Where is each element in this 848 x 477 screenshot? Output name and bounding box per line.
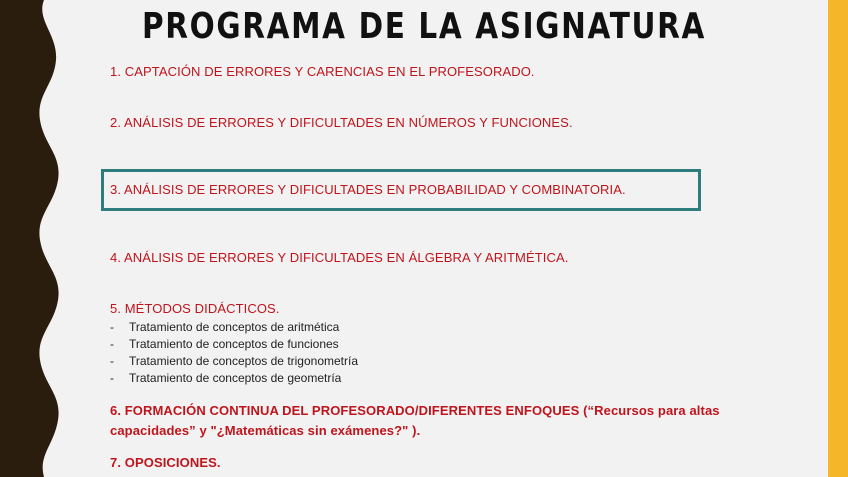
- program-item-5: 5. MÉTODOS DIDÁCTICOS.: [110, 301, 280, 316]
- sublist-item: - Tratamiento de conceptos de funciones: [110, 337, 339, 351]
- slide-title: PROGRAMA DE LA ASIGNATURA: [142, 6, 706, 47]
- program-item-4: 4. ANÁLISIS DE ERRORES Y DIFICULTADES EN ÁLGEBRA Y ARITMÉTICA.: [110, 250, 569, 265]
- sublist-item: - Tratamiento de conceptos de aritmética: [110, 320, 340, 334]
- program-item-1: 1. CAPTACIÓN DE ERRORES Y CARENCIAS EN EL PROFESORADO.: [110, 64, 535, 79]
- decorative-wave-band: [0, 0, 80, 477]
- sublist-item: - Tratamiento de conceptos de trigonometría: [110, 354, 359, 368]
- sublist-item: - Tratamiento de conceptos de geometría: [110, 371, 342, 385]
- program-item-7: 7. OPOSICIONES.: [110, 455, 221, 470]
- program-item-6: 6. FORMACIÓN CONTINUA DEL PROFESORADO/DIFERENTES ENFOQUES (“Recursos para altas capacidades” y "¿Matemáticas sin exámenes?" ).: [110, 403, 720, 438]
- right-accent-bar: [828, 0, 848, 477]
- methods-sublist: [110, 319, 358, 387]
- program-item-2: 2. ANÁLISIS DE ERRORES Y DIFICULTADES EN NÚMEROS Y FUNCIONES.: [110, 115, 573, 130]
- program-item-3: 3. ANÁLISIS DE ERRORES Y DIFICULTADES EN PROBABILIDAD Y COMBINATORIA.: [110, 182, 626, 197]
